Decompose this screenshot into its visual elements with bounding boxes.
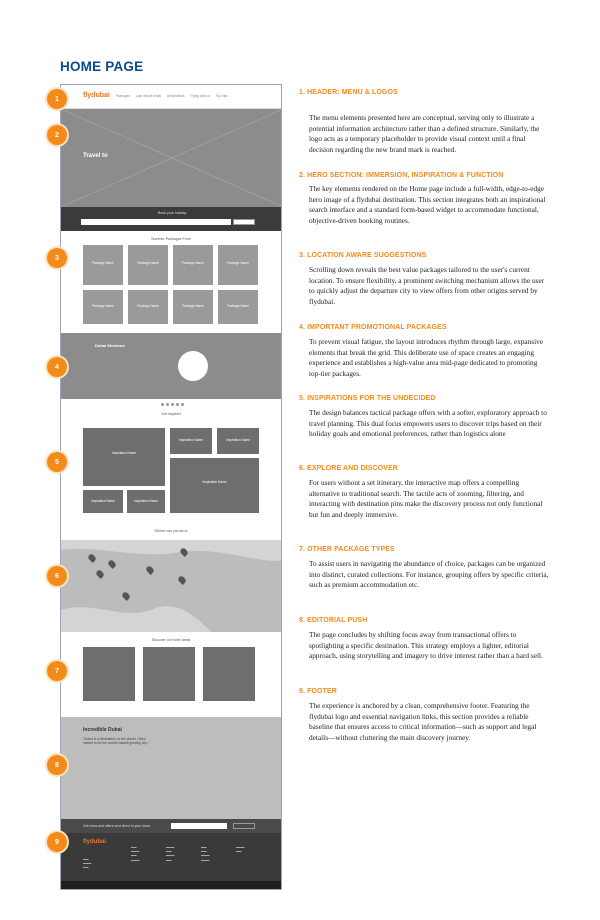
wire-hero (61, 109, 282, 207)
wire-carousel-dots (161, 403, 184, 406)
wire-footer-links: ▬▬ ▬▬▬ ▬▬ (83, 857, 92, 870)
section-heading: 3. LOCATION AWARE SUGGESTIONS (299, 252, 427, 259)
wire-card-label: Package Name (227, 261, 249, 265)
wire-hotel-title: Discover our hotel deals (151, 638, 191, 642)
wire-nav-item: Packages (116, 94, 130, 98)
section-heading: 9. FOOTER (299, 688, 337, 695)
wire-inspiration-card (83, 490, 123, 513)
section-body: The key elements rendered on the Home page include a full-width, edge-to-edge hero image of a flydubai destination. This section integrates both an inspirational search interface and a standard form-based widget to accommodate functional, objective-driven booking routines. (309, 184, 546, 225)
wire-hotel-card (203, 647, 255, 701)
section-heading: 4. IMPORTANT PROMOTIONAL PACKAGES (299, 324, 447, 331)
wire-editorial-text: "Dubai is a destination on the planet. Often named to be the world's fastest growing city..." (83, 737, 151, 746)
wire-card-label: Inspiration Name (111, 451, 137, 456)
section-heading: 2. HERO SECTION: IMMERSION, INSPIRATION & FUNCTION (299, 172, 504, 179)
wire-header (61, 85, 282, 109)
wire-inspiration-card (170, 458, 259, 513)
wire-package-card (128, 245, 168, 285)
section-body: For users without a set itinerary, the interactive map offers a compelling alternative to traditional search. The tactile acts of zooming, filtering, and interacting with destination pins make the discovery process not only functional but fun and deeply immersive. (309, 478, 543, 519)
wire-card-label: Package Name (137, 261, 159, 265)
wire-map (61, 540, 282, 632)
wire-hotel-card (83, 647, 135, 701)
section-body: To assist users in navigating the abundance of choice, packages can be organized into distinct, curated collections. For instance, grouping offers by specific criteria, such as premium accommodation etc. (309, 559, 549, 589)
wire-newsletter-button (233, 823, 255, 829)
wire-promo-title: Dubai Weekend (95, 343, 125, 348)
wire-package-card (83, 290, 123, 324)
section-body: The design balances tactical package offers with a softer, exploratory approach to travel planning. This dual focus empowers users to discover trips based on their holiday goals and emotional preferences, rather than logistics alone (309, 408, 547, 438)
wire-nav-item: Top trips (215, 94, 228, 98)
section-marker-7: 7 (47, 661, 67, 681)
wire-editorial-title: Incredible Dubai (83, 727, 122, 733)
section-heading: 6. EXPLORE AND DISCOVER (299, 465, 398, 472)
section-marker-4: 4 (47, 357, 67, 377)
wire-packages-title: Summer Packages From (151, 237, 191, 241)
section-body: The page concludes by shifting focus away from transactional offers to spotlighting a specific destination. This strategy employs a lighter, editorial approach, using storytelling and imagery to drive interest rather than a hard sell. (309, 630, 543, 660)
wire-hero-text: Travel to (83, 153, 108, 159)
wire-hotel-card (143, 647, 195, 701)
section-marker-6: 6 (47, 566, 67, 586)
wire-card-label: Inspiration Name (178, 438, 204, 443)
wire-card-label: Inspiration Name (225, 438, 251, 443)
section-heading: 5. INSPIRATIONS FOR THE UNDECIDED (299, 395, 436, 402)
wire-logo: flydubai (83, 92, 110, 99)
wire-inspiration-card (170, 428, 212, 454)
wire-nav (116, 94, 228, 98)
wire-nav-item: Last minute deals (136, 94, 161, 98)
wire-newsletter-field (171, 823, 227, 829)
wire-card-label: Inspiration Name (90, 499, 116, 504)
wire-footer-logo: flydubai (83, 839, 107, 845)
section-marker-8: 8 (47, 755, 67, 775)
section-body: To prevent visual fatigue, the layout introduces rhythm through large, expansive elements that break the grid. This deliberate use of space creates an engaging experience and establishes a high-value area mid-page dedicated to promoting top-tier packages. (309, 337, 544, 378)
wire-footer-bottom-bar (61, 881, 282, 890)
section-marker-5: 5 (47, 452, 67, 472)
wire-card-label: Package Name (92, 303, 114, 308)
section-body: The menu elements presented here are conceptual, serving only to illustrate a potential information architecture rather than a defined structure. Similarly, the logo acts as a temporary placeholder to provide visual context until a final decision regarding the new brand mark is reached. (309, 113, 540, 154)
section-marker-2: 2 (47, 125, 67, 145)
wire-search-title: Book your holiday (157, 211, 187, 215)
section-marker-9: 9 (47, 832, 67, 852)
wire-promo-price-badge (178, 351, 208, 381)
wire-nav-item: Flying with us (190, 94, 210, 98)
wire-footer-links: ▬▬▬ ▬▬ ▬▬▬ ▬▬ (166, 845, 175, 862)
wire-card-label: Package Name (227, 303, 249, 308)
section-body: Scrolling down reveals the best value packages tailored to the user's current location. To ensure flexibility, a prominent switching mechanism allows the user to quickly adjust the departure city to view offers from other origins served by flydubai. (309, 265, 545, 306)
wire-card-label: Package Name (182, 261, 204, 265)
wire-package-card (128, 290, 168, 324)
wire-card-label: Package Name (137, 303, 159, 308)
wireframe-mockup (60, 84, 282, 890)
section-marker-3: 3 (47, 248, 67, 268)
section-heading: 1. HEADER: MENU & LOGOS (299, 89, 398, 96)
wire-footer-links: ▬▬ ▬▬ ▬▬▬ ▬▬▬ (201, 845, 210, 862)
wire-card-label: Package Name (182, 303, 204, 308)
wire-footer-links: ▬▬ ▬▬▬ ▬▬ ▬▬▬ (131, 845, 140, 862)
wire-search-button (233, 219, 255, 225)
wire-nav-item: Destinations (166, 94, 185, 98)
wire-inspire-title: Get inspired (161, 412, 181, 416)
wire-inspiration-card (127, 490, 165, 513)
wire-package-card (218, 290, 258, 324)
section-marker-1: 1 (47, 89, 67, 109)
wire-editorial (61, 717, 282, 819)
section-heading: 7. OTHER PACKAGE TYPES (299, 546, 395, 553)
wire-package-card (83, 245, 123, 285)
wire-card-label: Package Name (92, 261, 114, 265)
wire-inspiration-card (83, 428, 165, 486)
section-body: The experience is anchored by a clean, comprehensive footer. Featuring the flydubai logo and essential navigation links, this section provides a reliable baseline that ensures access to critical information—such as support and legal details—without cluttering the main discovery journey. (309, 701, 537, 742)
wire-footer-links: ▬▬▬ ▬▬ (236, 845, 245, 854)
wire-card-label: Inspiration Name (202, 480, 227, 484)
page-title: HOME PAGE (60, 59, 144, 74)
wire-search-field (81, 219, 231, 225)
wire-newsletter-text: Get news and offers sent direct to your inbox (83, 824, 151, 828)
wire-package-card (173, 290, 213, 324)
wire-footer (61, 833, 282, 890)
wire-package-card (173, 245, 213, 285)
wire-map-title: Where can you be in (154, 529, 188, 533)
wire-promo-banner (61, 333, 282, 399)
wire-card-label: Inspiration Name (133, 499, 159, 504)
map-landmass (61, 540, 282, 632)
wire-package-card (218, 245, 258, 285)
wire-search-widget (61, 207, 282, 231)
section-heading: 8. EDITORIAL PUSH (299, 617, 368, 624)
wire-inspiration-card (217, 428, 259, 454)
wire-newsletter (61, 819, 282, 833)
